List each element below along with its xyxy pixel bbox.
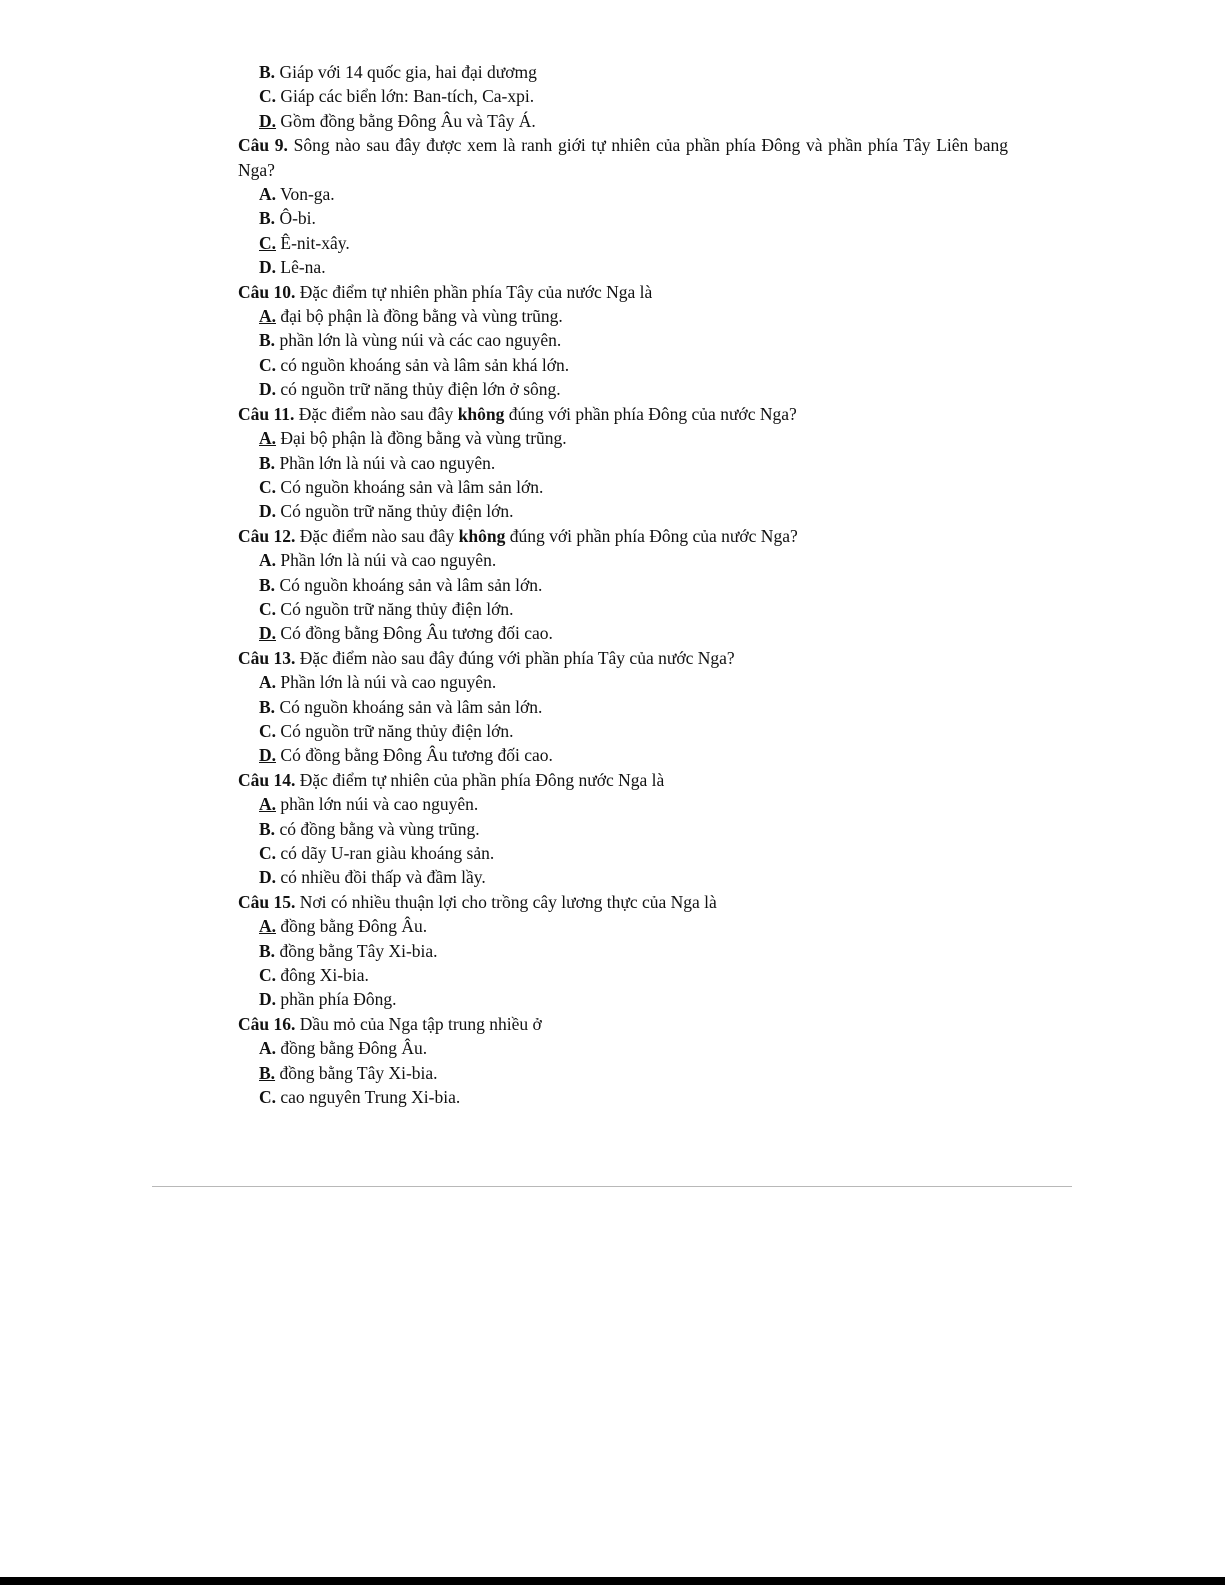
option-key: C.: [259, 1087, 277, 1108]
option-key: B.: [259, 818, 276, 839]
option-key-correct: A.: [259, 428, 277, 449]
option-text: phần phía Đông.: [276, 989, 397, 1010]
answer-option: [238, 475, 1008, 499]
answer-option: [238, 987, 1008, 1011]
option-text: có nguồn trữ năng thủy điện lớn ở sông.: [276, 379, 561, 400]
answer-option: [238, 328, 1008, 352]
option-key-correct: A.: [259, 306, 277, 327]
option-text: có đồng bằng và vùng trũng.: [275, 818, 480, 839]
answer-option: [238, 817, 1008, 841]
answer-option: [238, 865, 1008, 889]
option-text: Ê-nit-xây.: [276, 232, 350, 253]
option-text: có nguồn khoáng sản và lâm sản khá lớn.: [276, 354, 570, 375]
option-key-correct: D.: [259, 745, 277, 766]
page-bottom-edge: [0, 1577, 1225, 1585]
option-text: Có nguồn trữ năng thủy điện lớn.: [276, 501, 514, 522]
option-key: B.: [259, 62, 276, 82]
option-key: C.: [259, 965, 277, 986]
option-text: có dãy U-ran giàu khoáng sản.: [276, 843, 495, 863]
option-key: A.: [259, 1038, 277, 1059]
option-text: Von-ga.: [276, 184, 335, 205]
question-text: đúng với phần phía Đông của nước Nga?: [505, 525, 798, 546]
option-text: Có nguồn trữ năng thủy điện lớn.: [276, 598, 514, 619]
option-text: Có nguồn khoáng sản và lâm sản lớn.: [275, 574, 543, 595]
page-divider: [152, 1186, 1072, 1187]
option-key-correct: D.: [259, 623, 277, 644]
option-text: phần lớn núi và cao nguyên.: [276, 794, 479, 815]
answer-option: [238, 939, 1008, 963]
question-text: Đặc điểm nào sau đây: [295, 525, 459, 546]
option-key: D.: [259, 989, 277, 1010]
option-key: B.: [259, 452, 276, 473]
option-text: Phần lớn là núi và cao nguyên.: [276, 550, 497, 571]
answer-option: [238, 1036, 1008, 1060]
option-text: Gồm đồng bằng Đông Âu và Tây Á.: [276, 110, 536, 131]
question: [238, 133, 1008, 182]
question: [238, 524, 1008, 548]
answer-option: [238, 573, 1008, 597]
option-key: C.: [259, 354, 277, 375]
option-text: Giáp với 14 quốc gia, hai đại dươmg: [275, 62, 537, 82]
option-key: C.: [259, 598, 277, 619]
question-text: Dầu mỏ của Nga tập trung nhiều ở: [295, 1013, 542, 1034]
answer-option: [238, 914, 1008, 938]
question-label: Câu 10.: [238, 281, 296, 302]
option-text: đồng bằng Tây Xi-bia.: [275, 1062, 438, 1083]
option-text: cao nguyên Trung Xi-bia.: [276, 1087, 461, 1108]
answer-option: [238, 597, 1008, 621]
answer-option: [238, 182, 1008, 206]
option-key: B.: [259, 696, 276, 717]
option-text: Có nguồn trữ năng thủy điện lớn.: [276, 720, 514, 741]
question-label: Câu 12.: [238, 525, 296, 546]
option-text: Đại bộ phận là đồng bằng và vùng trũng.: [276, 428, 567, 449]
question-text: Đặc điểm nào sau đây đúng với phần phía Tây của nước Nga?: [295, 647, 735, 668]
answer-option: [238, 548, 1008, 572]
option-text: đồng bằng Đông Âu.: [276, 1038, 428, 1059]
option-key-correct: B.: [259, 1062, 276, 1083]
question-text: đúng với phần phía Đông của nước Nga?: [504, 403, 797, 424]
question: [238, 890, 1008, 914]
option-text: Ô-bi.: [275, 208, 316, 229]
option-key: C.: [259, 86, 277, 107]
answer-option: [238, 621, 1008, 645]
option-text: Phần lớn là núi và cao nguyên.: [276, 672, 497, 693]
option-key: A.: [259, 184, 277, 205]
question-emphasis: không: [458, 525, 506, 546]
answer-option: [238, 1061, 1008, 1085]
option-text: Có đồng bằng Đông Âu tương đối cao.: [276, 745, 553, 766]
option-text: đồng bằng Đông Âu.: [276, 916, 428, 937]
answer-option: [238, 792, 1008, 816]
option-key: D.: [259, 867, 277, 888]
option-text: đông Xi-bia.: [276, 965, 369, 986]
option-key: C.: [259, 476, 277, 497]
answer-option: [238, 1085, 1008, 1109]
question-text: Đặc điểm tự nhiên phần phía Tây của nước Nga là: [295, 281, 653, 302]
option-text: Phần lớn là núi và cao nguyên.: [275, 452, 496, 473]
option-key: A.: [259, 550, 277, 571]
question: [238, 402, 1008, 426]
answer-option: [238, 451, 1008, 475]
answer-option: [238, 255, 1008, 279]
question-text: Nơi có nhiều thuận lợi cho trồng cây lương thực của Nga là: [295, 891, 717, 912]
option-key: D.: [259, 379, 277, 400]
question-label: Câu 9.: [238, 135, 288, 156]
question-emphasis: không: [457, 403, 505, 424]
option-key: D.: [259, 501, 277, 522]
option-text: Có nguồn khoáng sản và lâm sản lớn.: [275, 696, 543, 717]
question-label: Câu 16.: [238, 1013, 296, 1034]
question: [238, 768, 1008, 792]
answer-option: [238, 695, 1008, 719]
answer-option: [238, 206, 1008, 230]
answer-option: [238, 60, 1008, 84]
option-text: Có đồng bằng Đông Âu tương đối cao.: [276, 623, 553, 644]
option-text: phần lớn là vùng núi và các cao nguyên.: [275, 330, 562, 351]
answer-option: [238, 426, 1008, 450]
option-key: B.: [259, 940, 276, 961]
answer-option: [238, 743, 1008, 767]
option-key: B.: [259, 208, 276, 229]
option-key: B.: [259, 330, 276, 351]
option-text: Giáp các biển lớn: Ban-tích, Ca-xpi.: [276, 86, 535, 107]
answer-option: [238, 353, 1008, 377]
answer-option: [238, 963, 1008, 987]
option-text: đồng bằng Tây Xi-bia.: [275, 940, 438, 961]
answer-option: [238, 841, 1008, 865]
option-text: Lê-na.: [276, 257, 326, 278]
option-key: C.: [259, 720, 277, 741]
answer-option: [238, 84, 1008, 108]
question-text: Đặc điểm nào sau đây: [294, 403, 458, 424]
option-text: đại bộ phận là đồng bằng và vùng trũng.: [276, 306, 563, 327]
question-label: Câu 14.: [238, 769, 296, 790]
answer-option: [238, 719, 1008, 743]
answer-option: [238, 231, 1008, 255]
option-key: A.: [259, 672, 277, 693]
option-key: D.: [259, 257, 277, 278]
question: [238, 646, 1008, 670]
question-label: Câu 13.: [238, 647, 296, 668]
option-key: C.: [259, 843, 277, 863]
answer-option: [238, 304, 1008, 328]
answer-option: [238, 670, 1008, 694]
option-key-correct: A.: [259, 794, 277, 815]
option-text: Có nguồn khoáng sản và lâm sản lớn.: [276, 476, 544, 497]
question-label: Câu 11.: [238, 403, 295, 424]
answer-option: [238, 377, 1008, 401]
option-key-correct: C.: [259, 232, 277, 253]
document-body: [238, 60, 1008, 1109]
option-key-correct: D.: [259, 110, 277, 131]
question-text: Đặc điểm tự nhiên của phần phía Đông nước Nga là: [295, 769, 665, 790]
question-text: Sông nào sau đây được xem là ranh giới tự nhiên của phần phía Đông và phần phía Tây Liên bang Nga?: [238, 135, 1008, 180]
answer-option: [238, 109, 1008, 133]
option-text: có nhiều đồi thấp và đầm lầy.: [276, 867, 486, 888]
option-key: B.: [259, 574, 276, 595]
question-label: Câu 15.: [238, 891, 296, 912]
option-key-correct: A.: [259, 916, 277, 937]
question: [238, 1012, 1008, 1036]
answer-option: [238, 499, 1008, 523]
question: [238, 280, 1008, 304]
